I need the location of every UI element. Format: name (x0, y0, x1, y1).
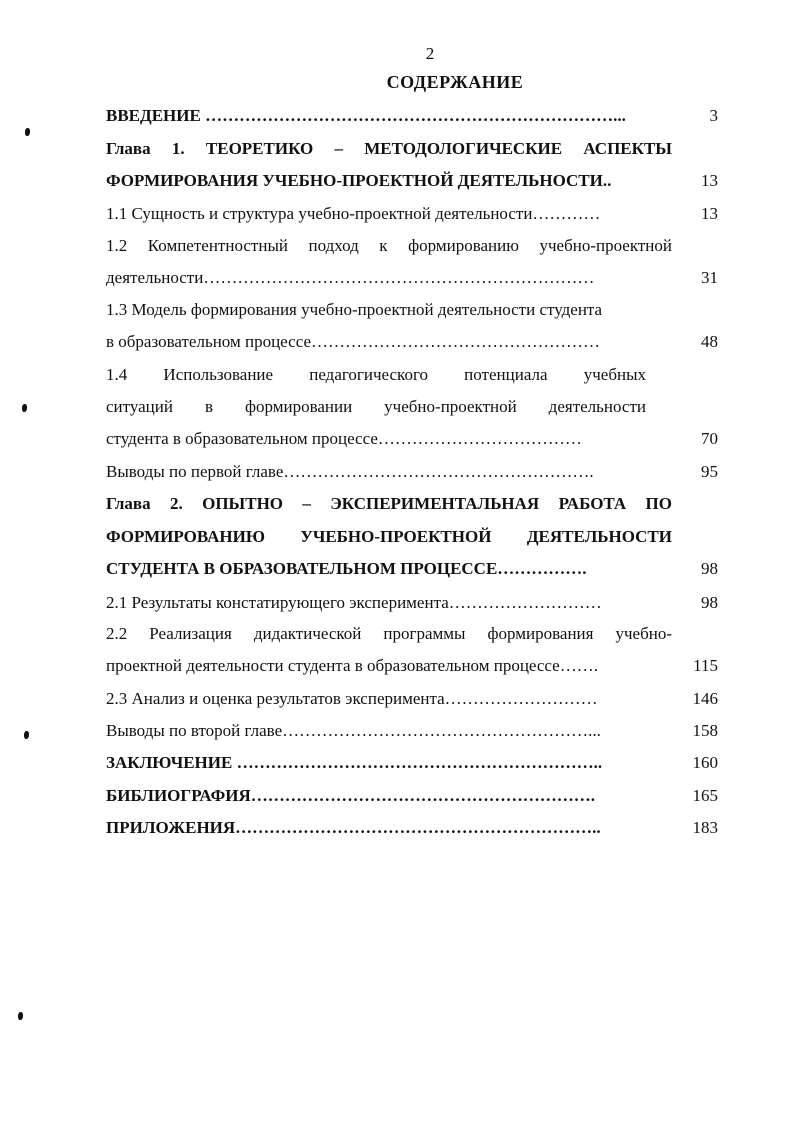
toc-entry-section-1-3-page: 48 (701, 332, 718, 351)
toc-entry-chapter2-line: Глава 2. ОПЫТНО – ЭКСПЕРИМЕНТАЛЬНАЯ РАБОТА ПО (106, 494, 672, 513)
toc-entry-section-2-1-page: 98 (701, 593, 718, 612)
toc-entry-section-1-4-line: студента в образовательном процессе……………………………… (106, 429, 582, 448)
toc-entry-introduction-page: 3 (709, 106, 718, 125)
page-title: СОДЕРЖАНИЕ (386, 72, 524, 92)
toc-entry-section-1-3-line: 1.3 Модель формирования учебно-проектной деятельности студента (106, 300, 603, 319)
toc-entry-chapter2-line: ФОРМИРОВАНИЮ УЧЕБНО-ПРОЕКТНОЙ ДЕЯТЕЛЬНОСТИ (106, 527, 672, 546)
toc-entry-section-1-2-line: деятельности…………………………………………………………… (106, 268, 595, 287)
toc-entry-section-1-4-line: ситуаций в формировании учебно-проектной деятельности (106, 397, 646, 416)
toc-entry-introduction-line: ВВЕДЕНИЕ ………………………………………………………………... (106, 106, 626, 125)
toc-entry-bibliography-page: 165 (692, 786, 718, 805)
toc-entry-appendices-page: 183 (692, 818, 718, 837)
toc-entry-section-1-1-line: 1.1 Сущность и структура учебно-проектной деятельности………… (106, 204, 601, 223)
toc-entry-chapter1-page: 13 (701, 171, 718, 190)
toc-entry-section-2-3-line: 2.3 Анализ и оценка результатов эксперимента……………………… (106, 689, 598, 708)
toc-entry-conclusion-line: ЗАКЛЮЧЕНИЕ ……………………………………………………….. (106, 753, 603, 772)
toc-entry-appendices-line: ПРИЛОЖЕНИЯ……………………………………………………….. (106, 818, 601, 837)
toc-entry-conclusions-1-page: 95 (701, 462, 718, 481)
scan-speck (22, 404, 27, 412)
toc-entry-conclusion-page: 160 (692, 753, 718, 772)
toc-entry-section-2-2-line: 2.2 Реализация дидактической программы формирования учебно- (106, 624, 672, 643)
toc-entry-section-2-1-line: 2.1 Результаты констатирующего эксперимента……………………… (106, 593, 602, 612)
toc-entry-section-2-3-page: 146 (692, 689, 718, 708)
toc-entry-conclusions-2-page: 158 (692, 721, 718, 740)
toc-entry-section-1-4-line: 1.4 Использование педагогического потенциала учебных (106, 365, 646, 384)
toc-entry-section-2-2-line: проектной деятельности студента в образовательном процессе……. (106, 656, 598, 675)
toc-entry-section-1-1-page: 13 (701, 204, 718, 223)
toc-entry-section-1-2-line: 1.2 Компетентностный подход к формированию учебно-проектной (106, 236, 672, 255)
toc-entry-conclusions-2-line: Выводы по второй главе………………………………………………... (106, 721, 601, 740)
page-number: 2 (425, 44, 435, 63)
scan-speck (24, 731, 29, 739)
toc-entry-chapter1-line: Глава 1. ТЕОРЕТИКО – МЕТОДОЛОГИЧЕСКИЕ АСПЕКТЫ (106, 139, 672, 158)
scan-speck (18, 1012, 23, 1020)
scan-speck (25, 128, 30, 136)
toc-entry-section-1-3-line: в образовательном процессе…………………………………………… (106, 332, 600, 351)
toc-entry-chapter2-page: 98 (701, 559, 718, 578)
toc-entry-section-1-4-page: 70 (701, 429, 718, 448)
toc-entry-chapter2-line: СТУДЕНТА В ОБРАЗОВАТЕЛЬНОМ ПРОЦЕССЕ……………. (106, 559, 587, 578)
toc-entry-chapter1-line: ФОРМИРОВАНИЯ УЧЕБНО-ПРОЕКТНОЙ ДЕЯТЕЛЬНОСТИ.. (106, 171, 612, 190)
toc-entry-section-2-2-page: 115 (693, 656, 718, 675)
toc-entry-conclusions-1-line: Выводы по первой главе………………………………………………. (106, 462, 594, 481)
toc-entry-section-1-2-page: 31 (701, 268, 718, 287)
toc-entry-bibliography-line: БИБЛИОГРАФИЯ……………………………………………………. (106, 786, 595, 805)
